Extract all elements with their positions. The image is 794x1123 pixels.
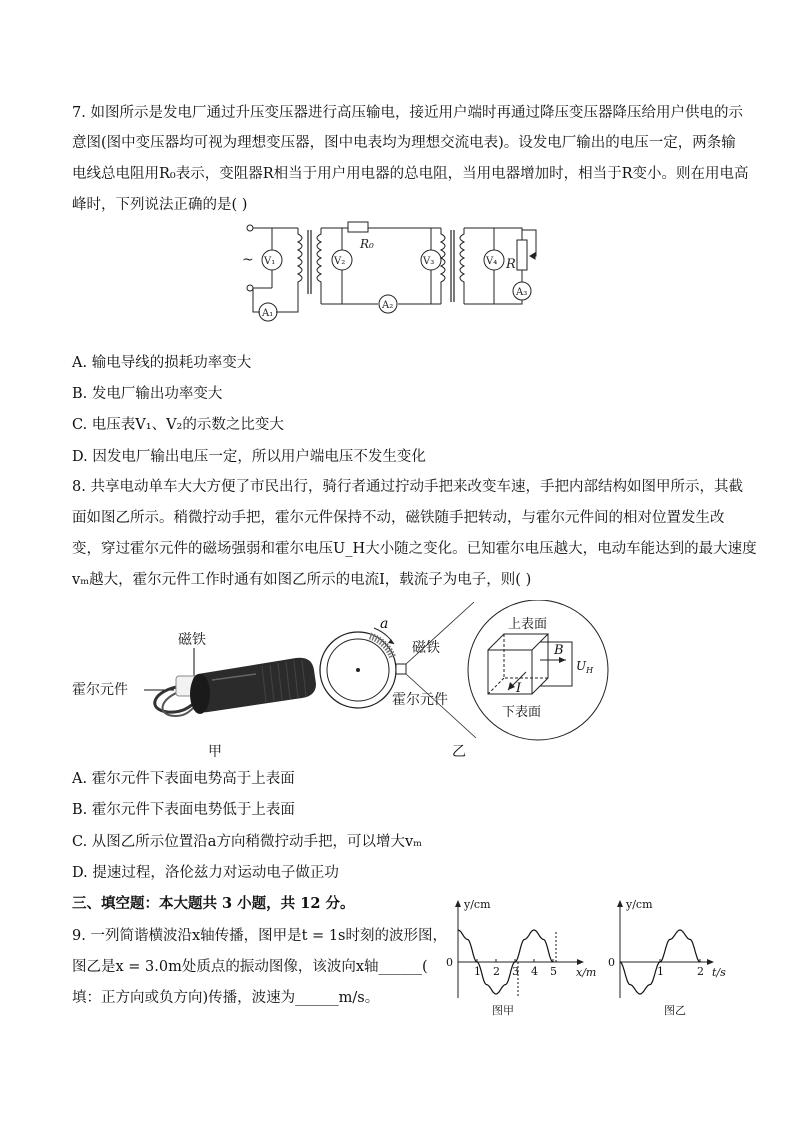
- graph-yi-caption: 图乙: [664, 1004, 686, 1017]
- svg-text:V₂: V₂: [334, 256, 346, 267]
- q8-line-2: 面如图乙所示。稍微拧动手把，霍尔元件保持不动，磁铁随手把转动，与霍尔元件间的相对位置发生改: [72, 510, 725, 526]
- graph-jia-xlabel: x/m: [576, 966, 597, 979]
- graph-yi-xlabel: t/s: [712, 966, 726, 979]
- tick-label: 1: [657, 965, 664, 978]
- q7-option-b: B. 发电厂输出功率变大: [72, 386, 223, 402]
- magnet-label-yi: 磁铁: [412, 640, 440, 656]
- r-label: R: [506, 257, 516, 272]
- b-label: B: [554, 643, 564, 658]
- step-up-secondary-coil: [317, 228, 321, 304]
- tick-label: 1: [474, 965, 481, 978]
- uh-label: $U_H$: [576, 659, 594, 675]
- graph-jia-origin: 0: [446, 956, 453, 969]
- magnet-label: 磁铁: [178, 632, 206, 648]
- vibration-graph-yi: [606, 896, 736, 1021]
- hall-element-label: 霍尔元件: [72, 682, 128, 698]
- hall-element-box: [396, 664, 406, 674]
- q8-option-c: C. 从图乙所示位置沿a方向稍微拧动手把，可以增大vₘ: [72, 834, 423, 850]
- svg-text:V₄: V₄: [486, 256, 498, 267]
- q8-option-a: A. 霍尔元件下表面电势高于上表面: [72, 771, 295, 787]
- q7-line-2: 意图(图中变压器均可视为理想变压器，图中电表均为理想交流电表)。设发电厂输出的电压一定，两条输: [72, 135, 736, 151]
- q8-figure-jia: [72, 618, 332, 763]
- tick-label: 4: [531, 965, 538, 978]
- q8-option-b: B. 霍尔元件下表面电势低于上表面: [72, 802, 295, 818]
- svg-text:A₁: A₁: [262, 308, 274, 319]
- svg-text:V₁: V₁: [264, 256, 276, 267]
- resistor-r0: [348, 222, 368, 232]
- q8-option-d: D. 提速过程，洛伦兹力对运动电子做正功: [72, 865, 339, 881]
- graph-yi-ylabel: y/cm: [626, 898, 653, 911]
- hall-element-label-yi: 霍尔元件: [392, 692, 448, 708]
- graph-jia-caption: 图甲: [492, 1004, 514, 1017]
- q9-line-3: 填：正方向或负方向)传播，波速为______m/s。: [72, 990, 380, 1006]
- handlebar-grip: [192, 658, 316, 713]
- source-terminal-top: [247, 225, 253, 231]
- q7-option-d: D. 因发电厂输出电压一定，所以用户端电压不发生变化: [72, 449, 426, 465]
- tick-label: 5: [550, 965, 557, 978]
- tick-label: 2: [493, 965, 500, 978]
- q7-line-1: 7. 如图所示是发电厂通过升压变压器进行高压输电，接近用户端时再通过降压变压器降压给用户供电的示: [72, 105, 743, 121]
- svg-text:V₃: V₃: [423, 256, 435, 267]
- q9-line-1: 9. 一列简谐横波沿x轴传播，图甲是t = 1s时刻的波形图，: [72, 928, 447, 944]
- step-up-primary-coil: [298, 228, 302, 296]
- q8-line-3: 变，穿过霍尔元件的磁场强弱和霍尔电压U_H大小随之变化。已知霍尔电压越大，电动车能达到的最大速度: [72, 541, 757, 557]
- q7-option-c: C. 电压表V₁、V₂的示数之比变大: [72, 417, 284, 433]
- q8-figure-yi: [318, 600, 628, 763]
- figure-yi-caption: 乙: [452, 744, 466, 760]
- q7-option-a: A. 输电导线的损耗功率变大: [72, 355, 252, 371]
- step-down-secondary-coil: [460, 228, 464, 304]
- svg-text:A₃: A₃: [516, 287, 528, 298]
- q7-circuit-diagram: [236, 216, 556, 324]
- variable-resistor-r: [517, 240, 527, 270]
- top-surface-label: 上表面: [508, 617, 548, 632]
- tick-label: 3: [512, 965, 519, 978]
- magnet-arc: [370, 636, 393, 658]
- wave-graph-jia: [440, 896, 610, 1021]
- q7-line-3: 电线总电阻用R₀表示，变阻器R相当于用户用电器的总电阻，当用电器增加时，相当于R变小。则在用电高: [72, 166, 749, 182]
- bottom-surface-label: 下表面: [502, 705, 542, 720]
- r0-label: R₀: [360, 237, 374, 251]
- figure-jia-caption: 甲: [208, 744, 222, 760]
- q8-line-1: 8. 共享电动单车大大方便了市民出行，骑行者通过拧动手把来改变车速，手把内部结构如图甲所示，其截: [72, 479, 743, 495]
- svg-text:A₂: A₂: [382, 300, 394, 311]
- q8-line-4: vₘ越大，霍尔元件工作时通有如图乙所示的电流I，载流子为电子，则( ): [72, 572, 532, 588]
- ac-source-symbol: ~: [242, 252, 254, 268]
- graph-jia-ylabel: y/cm: [464, 898, 491, 911]
- source-terminal-bottom: [247, 285, 253, 291]
- q7-line-4: 峰时，下列说法正确的是( ): [72, 197, 248, 213]
- step-down-primary-coil: [441, 228, 445, 304]
- i-label: I: [516, 681, 522, 696]
- direction-a-label: a: [380, 616, 389, 632]
- tick-label: 2: [697, 965, 704, 978]
- graph-yi-origin: 0: [608, 956, 615, 969]
- section-3-heading: 三、填空题：本大题共 3 小题，共 12 分。: [72, 895, 355, 912]
- q9-line-2: 图乙是x = 3.0m处质点的振动图像，该波向x轴______(: [72, 959, 428, 975]
